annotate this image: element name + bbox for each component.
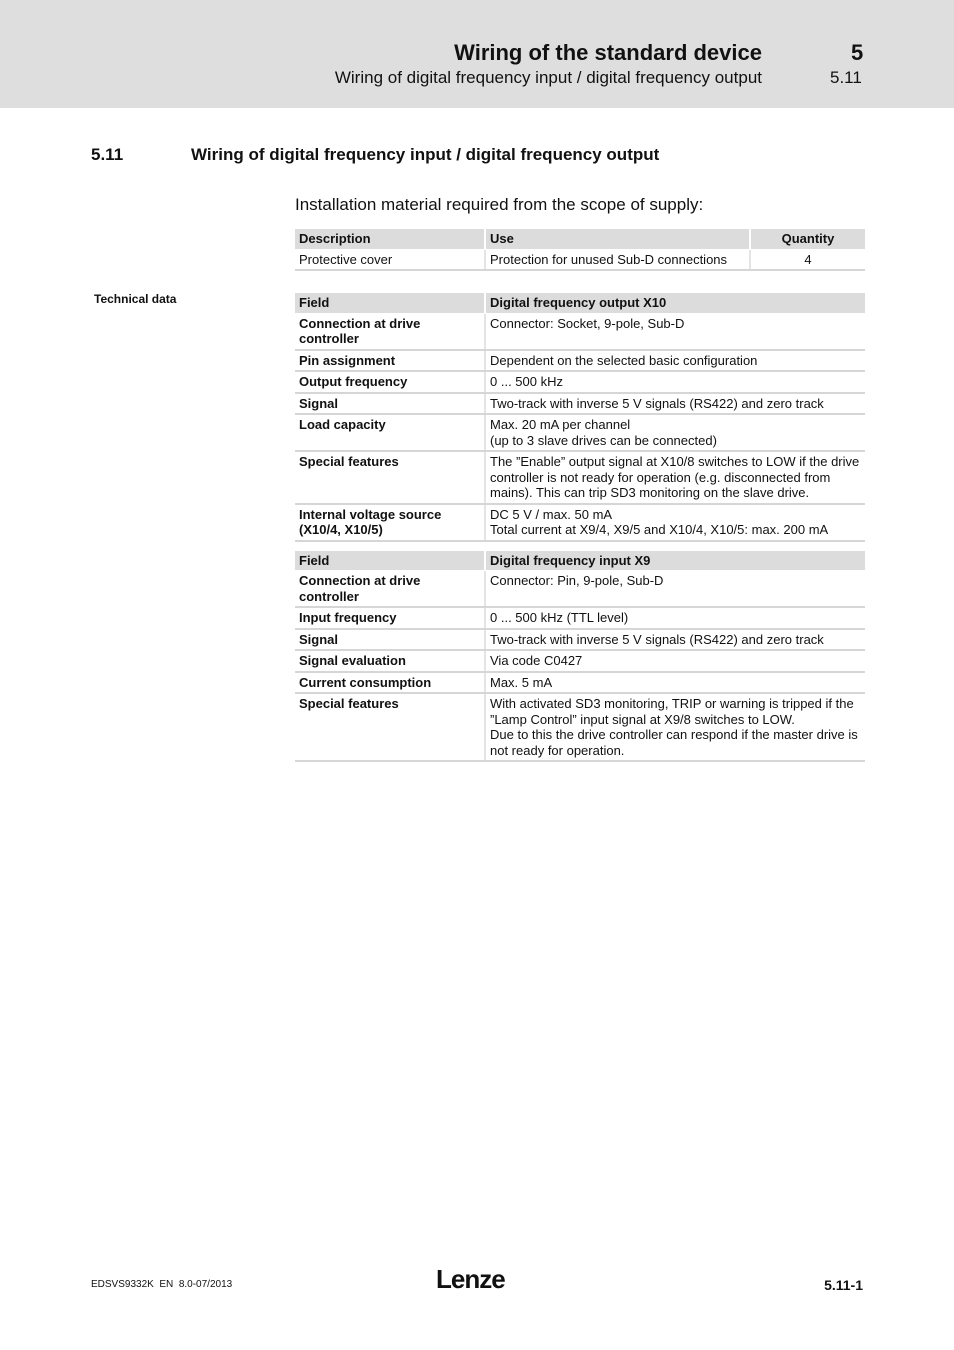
field-label: Special features: [295, 693, 485, 761]
document-id: EDSVS9332K EN 8.0-07/2013: [91, 1279, 233, 1290]
chapter-title: Wiring of the standard device: [454, 40, 762, 65]
field-label: Internal voltage source (X10/4, X10/5): [295, 504, 485, 541]
table-row: [295, 249, 865, 270]
field-label: Signal: [295, 393, 485, 415]
field-value: Connector: Pin, 9-pole, Sub-D: [485, 571, 865, 608]
field-value: Two-track with inverse 5 V signals (RS422) and zero track: [485, 393, 865, 415]
field-label: Output frequency: [295, 371, 485, 393]
table-cell: Protective cover: [295, 249, 485, 270]
table-row: [295, 504, 865, 541]
field-value: Dependent on the selected basic configuration: [485, 350, 865, 372]
supply-table: [295, 229, 865, 271]
column-header: Field: [295, 293, 485, 313]
table-row: [295, 313, 865, 350]
column-header: Use: [485, 229, 750, 249]
table-row: [295, 371, 865, 393]
field-value: Via code C0427: [485, 650, 865, 672]
input-table: [295, 551, 865, 763]
table-cell: Protection for unused Sub-D connections: [485, 249, 750, 270]
table-header-row: [295, 551, 865, 571]
field-value: With activated SD3 monitoring, TRIP or warning is tripped if the ”Lamp Control” input signal at X9/8 switches to LOW. Due to this the drive controller can respond if the master drive is not ready for operation.: [485, 693, 865, 761]
table-row: [295, 350, 865, 372]
field-value: Connector: Socket, 9-pole, Sub-D: [485, 313, 865, 350]
field-label: Connection at drive controller: [295, 313, 485, 350]
field-value: DC 5 V / max. 50 mA Total current at X9/4, X9/5 and X10/4, X10/5: max. 200 mA: [485, 504, 865, 541]
column-header: Digital frequency input X9: [485, 551, 865, 571]
table-header-row: [295, 293, 865, 313]
column-header: Quantity: [750, 229, 865, 249]
chapter-subtitle: Wiring of digital frequency input / digital frequency output: [334, 68, 762, 87]
field-label: Current consumption: [295, 672, 485, 694]
section-number: 5.11: [91, 145, 124, 164]
column-header: Digital frequency output X10: [485, 293, 865, 313]
side-label: Technical data: [94, 292, 177, 306]
field-label: Special features: [295, 451, 485, 504]
lenze-logo: Lenze: [436, 1264, 505, 1294]
column-header: Field: [295, 551, 485, 571]
field-value: The ”Enable” output signal at X10/8 switches to LOW if the drive controller is not ready for operation (e.g. disconnected from mains). This can trip SD3 monitoring on the slave drive.: [485, 451, 865, 504]
field-label: Pin assignment: [295, 350, 485, 372]
tables-container: [295, 229, 865, 762]
table-header-row: [295, 229, 865, 249]
field-value: Max. 5 mA: [485, 672, 865, 694]
table-row: [295, 414, 865, 451]
field-label: Signal: [295, 629, 485, 651]
table-row: [295, 672, 865, 694]
page-number: 5.11-1: [824, 1277, 863, 1293]
field-value: 0 ... 500 kHz (TTL level): [485, 607, 865, 629]
column-header: Description: [295, 229, 485, 249]
field-label: Signal evaluation: [295, 650, 485, 672]
chapter-number: 5: [851, 40, 864, 65]
intro-text: Installation material required from the scope of supply:: [295, 195, 704, 214]
table-row: [295, 693, 865, 761]
table-row: [295, 650, 865, 672]
section-title: Wiring of digital frequency input / digital frequency output: [191, 145, 660, 164]
table-row: [295, 607, 865, 629]
output-table: [295, 293, 865, 542]
table-row: [295, 571, 865, 608]
field-value: Two-track with inverse 5 V signals (RS422) and zero track: [485, 629, 865, 651]
table-row: [295, 393, 865, 415]
header-section-number: 5.11: [830, 68, 862, 87]
field-label: Load capacity: [295, 414, 485, 451]
table-row: [295, 629, 865, 651]
table-row: [295, 451, 865, 504]
field-label: Connection at drive controller: [295, 571, 485, 608]
field-label: Input frequency: [295, 607, 485, 629]
field-value: Max. 20 mA per channel (up to 3 slave drives can be connected): [485, 414, 865, 451]
table-cell: 4: [750, 249, 865, 270]
field-value: 0 ... 500 kHz: [485, 371, 865, 393]
